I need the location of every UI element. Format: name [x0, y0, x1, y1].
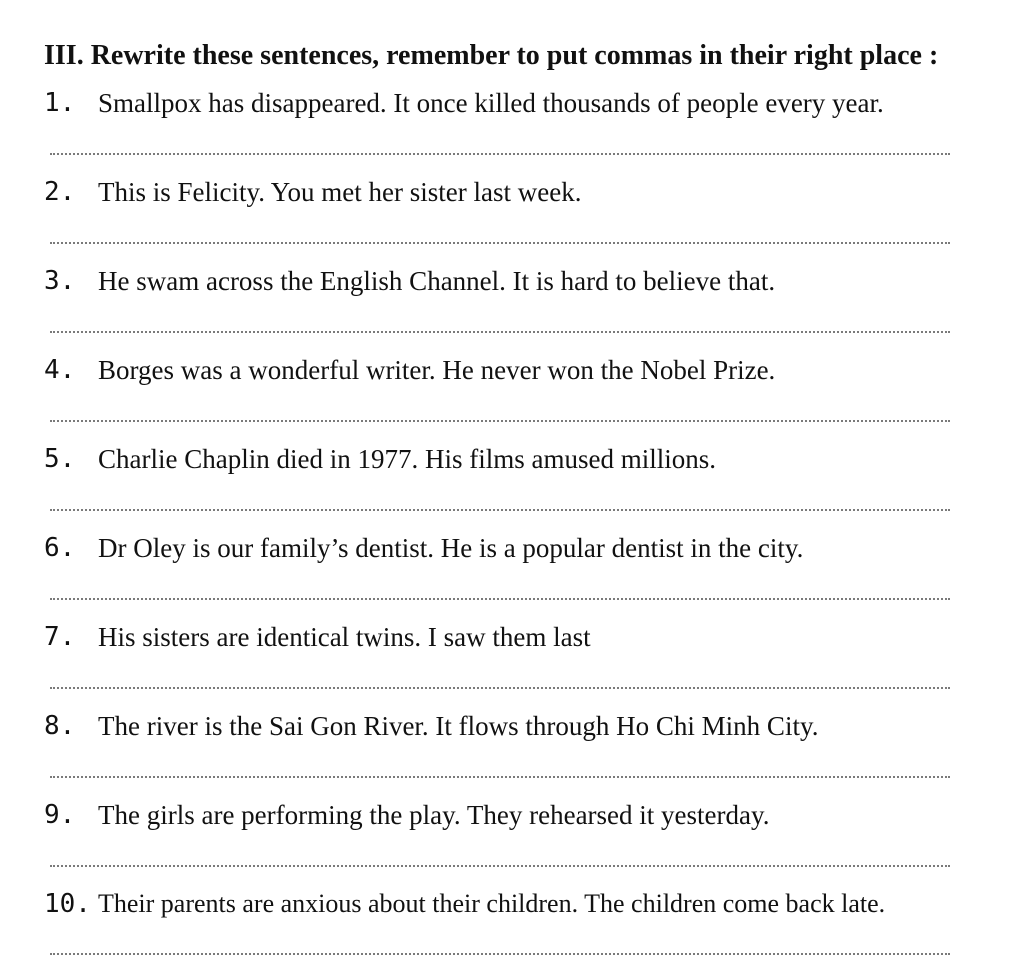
- item-sentence: He swam across the English Channel. It is hard to believe that.: [98, 266, 776, 296]
- item-number: 3.: [44, 266, 76, 296]
- exercise-item-8: [44, 711, 1014, 800]
- item-number: 8.: [44, 711, 76, 741]
- item-sentence: This is Felicity. You met her sister last week.: [98, 177, 582, 207]
- answer-line[interactable]: [50, 953, 950, 955]
- exercise-item-10: [44, 889, 1014, 967]
- answer-line[interactable]: [50, 242, 950, 244]
- exercise-item-3: [44, 266, 1014, 355]
- item-number: 6.: [44, 533, 76, 563]
- item-number: 2.: [44, 177, 76, 207]
- item-number: 7.: [44, 622, 76, 652]
- item-number: 5.: [44, 444, 76, 474]
- item-sentence: Borges was a wonderful writer. He never won the Nobel Prize.: [98, 355, 776, 385]
- exercise-item-4: [44, 355, 1014, 444]
- answer-line[interactable]: [50, 153, 950, 155]
- exercise-item-5: [44, 444, 1014, 533]
- answer-line[interactable]: [50, 687, 950, 689]
- item-sentence: The girls are performing the play. They rehearsed it yesterday.: [98, 800, 770, 830]
- item-sentence: Dr Oley is our family’s dentist. He is a popular dentist in the city.: [98, 533, 804, 563]
- item-sentence: Charlie Chaplin died in 1977. His films amused millions.: [98, 444, 716, 474]
- exercise-heading: III. Rewrite these sentences, remember to put commas in their right place :: [44, 40, 939, 71]
- exercise-item-7: [44, 622, 1014, 711]
- item-number: 10.: [44, 889, 91, 919]
- answer-line[interactable]: [50, 420, 950, 422]
- item-sentence: Smallpox has disappeared. It once killed thousands of people every year.: [98, 88, 884, 118]
- item-sentence: His sisters are identical twins. I saw them last: [98, 622, 591, 652]
- answer-line[interactable]: [50, 865, 950, 867]
- item-number: 1.: [44, 88, 76, 118]
- answer-line[interactable]: [50, 598, 950, 600]
- exercise-item-6: [44, 533, 1014, 622]
- item-number: 9.: [44, 800, 76, 830]
- answer-line[interactable]: [50, 776, 950, 778]
- exercise-item-2: [44, 177, 1014, 266]
- answer-line[interactable]: [50, 331, 950, 333]
- exercise-item-9: [44, 800, 1014, 889]
- exercise-item-1: [44, 88, 1014, 177]
- item-number: 4.: [44, 355, 76, 385]
- item-sentence: Their parents are anxious about their children. The children come back late.: [98, 889, 886, 918]
- answer-line[interactable]: [50, 509, 950, 511]
- item-sentence: The river is the Sai Gon River. It flows through Ho Chi Minh City.: [98, 711, 819, 741]
